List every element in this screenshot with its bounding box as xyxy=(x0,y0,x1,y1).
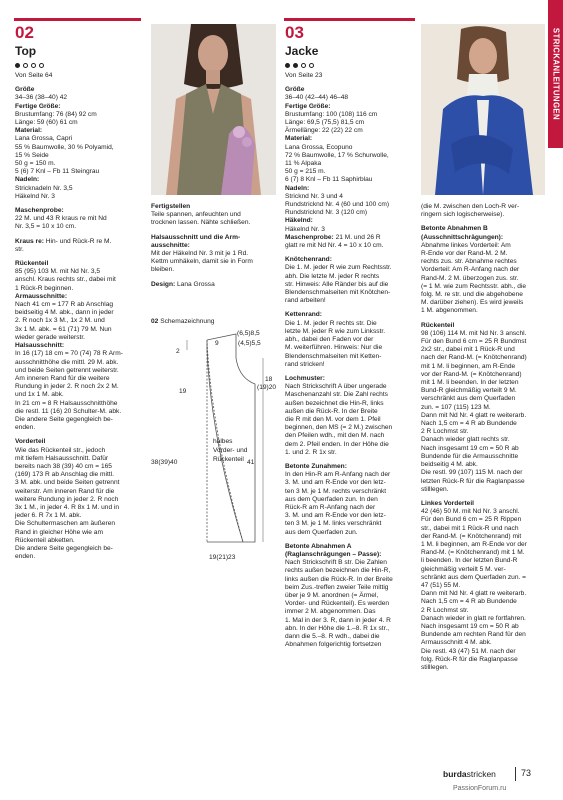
text-line: verschränkt aus dem Querfaden xyxy=(421,395,516,403)
text-line: Die 1. M. jeder R wie zum Rechtsstr. xyxy=(285,264,392,272)
text-line: str., dabei mit 1 Rück-R und nach xyxy=(421,524,519,532)
text-line: Danach wieder glatt rechts str. xyxy=(421,436,510,444)
text-line: stilllegen. xyxy=(421,663,449,671)
text-line: Nach Strickschrift B str. Die Zahlen xyxy=(285,559,387,567)
text-line: trocknen lassen. Nähte schließen. xyxy=(151,219,251,227)
text-line: 15 % Seide xyxy=(15,151,49,159)
text-line: Bundende am rechten Rand für den xyxy=(421,631,526,639)
text-line: links außen die Rück-R. In der Breite xyxy=(285,575,393,583)
text-line: Die andere Seite gegengleich be- xyxy=(15,415,113,423)
text-line: Länge: 69,5 (75,5) 81,5 cm xyxy=(285,119,365,127)
text-line: beidseitig 4 M. abk., dann in jeder xyxy=(15,309,114,317)
watermark: PassionForum.ru xyxy=(453,785,507,792)
brand-logo xyxy=(443,769,496,779)
text-line: Abnahmen folgerichtig fortsetzen xyxy=(285,641,382,649)
dim-shoulder: (4,5)5,5 xyxy=(238,340,261,347)
text-line: Die Schultermaschen am äußeren xyxy=(15,520,116,528)
text-line: Bund-R gleichmäßig verteilt 9 M. xyxy=(421,387,517,395)
text-line: Halsausschnitt und die Arm- xyxy=(151,233,241,241)
text-line: 3. M. und am R-Ende vor den letz- xyxy=(285,512,386,520)
label-vorder: Vorder- und xyxy=(213,447,248,454)
difficulty-rating xyxy=(285,63,413,68)
text-line: bleiben. xyxy=(151,266,175,274)
text-line: 1. und 2. R 1x str. xyxy=(285,448,337,456)
text-line: Die andere Seite gegengleich be- xyxy=(15,544,113,552)
text-line: Dann mit Nd Nr. 4 glatt re weiterarb. xyxy=(421,411,527,419)
dim-side-length: 41 xyxy=(247,459,255,466)
text-line: 11 % Alpaka xyxy=(285,160,322,168)
text-line: weitere Rundung in jeder 2. R noch xyxy=(15,495,119,503)
text-line: folg. Rück-R für die Raglanpasse xyxy=(421,655,518,663)
text-line: Nach 1,5 cm = 4 R ab Bundende xyxy=(421,598,517,606)
text-line: abn. In der Höhe die 1.–8. R 1x str., xyxy=(285,624,390,632)
top-finishing xyxy=(151,203,279,289)
text-line: In 16 (17) 18 cm = 70 (74) 78 R Arm- xyxy=(15,350,123,358)
text-line: 1. Mal in der 3. R, dann in jeder 4. R xyxy=(285,616,391,624)
text-line: Betonte Abnahmen B xyxy=(421,225,488,233)
text-line: 36–40 (42–44) 46–48 xyxy=(285,94,349,102)
difficulty-dot xyxy=(301,63,306,68)
text-line: glatt re mit Nd Nr. 4 = 10 x 10 cm. xyxy=(285,242,384,250)
text-line: (Raglanschrägungen – Passe): xyxy=(285,550,382,558)
text-line: 98 (106) 114 M. mit Nd Nr. 3 anschl. xyxy=(421,329,527,337)
text-line: vor der Rand-M. (= Knötchenrand) xyxy=(421,370,522,378)
text-line: Am inneren Rand für die weitere xyxy=(15,374,110,382)
text-line: außen bezeichnet die Hin-R, links xyxy=(285,399,384,407)
text-line: 2x2 str., dabei mit 1 Rück-R und xyxy=(421,346,515,354)
pattern-number: 03 xyxy=(285,23,304,42)
text-line: aus dem Querfaden zun. xyxy=(285,528,358,536)
text-line: 47 (51) 55 M. xyxy=(421,581,461,589)
text-line: Material: xyxy=(285,135,313,143)
finishing-instructions xyxy=(151,203,279,289)
text-line: rechts außen bezeichnen die Hin-R, xyxy=(285,567,391,575)
dim-shoulder-drop: 2 xyxy=(176,348,180,355)
text-line: Häkelnd: xyxy=(285,217,313,225)
text-line: die restl. 11 (16) 20 Schulter-M. abk. xyxy=(15,407,122,415)
text-line: 50 g = 150 m. xyxy=(15,160,56,168)
text-line: 2. R noch 1x 3 M., 1x 2 M. und xyxy=(15,317,105,325)
text-line: M. darüber ziehen). Es wird jeweils xyxy=(421,299,524,307)
text-line: Rückenteil xyxy=(15,260,49,268)
label-ruecken: Rückenteil xyxy=(213,456,244,463)
text-line: außen die Rück-R. In der Breite xyxy=(285,407,378,415)
text-line: Teile spannen, anfeuchten und xyxy=(151,211,241,219)
label-halbes: halbes xyxy=(213,438,233,445)
pattern-title: Jacke xyxy=(285,44,319,58)
text-line: Vorder- und Rückenteil). Es werden xyxy=(285,600,390,608)
text-line: schränkt aus dem Querfaden zun. = xyxy=(421,573,527,581)
text-line: Häkelnd Nr. 3 xyxy=(285,225,325,233)
text-line: den Pfeilen wdh., mit den M. nach xyxy=(285,432,385,440)
text-line: In den Hin-R am R-Anfang nach der xyxy=(285,471,391,479)
text-line: Betonte Abnahmen A xyxy=(285,542,352,550)
text-line: Lochmuster: xyxy=(285,374,325,382)
dim-neck-depth: 19 xyxy=(179,388,187,395)
text-line: 6 (7) 8 Knl – Fb 11 Saphirblau xyxy=(285,176,373,184)
dim-bottom-width: 19(21)23 xyxy=(209,554,236,561)
pattern-title: Top xyxy=(15,44,37,58)
jacke-model-photo xyxy=(421,24,545,195)
text-line: In 21 cm = 8 R Halsausschnitthöhe xyxy=(15,399,118,407)
text-line: Armausschnitte: xyxy=(15,292,68,300)
text-line: Stricknd Nr. 3 und 4 xyxy=(285,192,343,200)
text-line: Rundstricknd Nr. 3 (120 cm) xyxy=(285,209,368,217)
rule-top xyxy=(14,18,141,21)
schematic-caption-number: 02 xyxy=(151,318,159,325)
text-line: Kettenrand: xyxy=(285,311,322,319)
text-line: nach der Rand-M. (= Knötchenrand) xyxy=(421,354,527,362)
dim-length-total: 38(39)40 xyxy=(151,459,178,466)
text-line: gleichmäßig verteilt 5 M. ver- xyxy=(421,565,506,573)
text-line: 3 M. abk. und beide Seiten getrennt xyxy=(15,479,120,487)
text-line: str. Hinweis: Alle Ränder bis auf die xyxy=(285,280,389,288)
difficulty-dot xyxy=(31,63,36,68)
text-line: Stricknadeln Nr. 3,5 xyxy=(15,184,73,192)
text-line: jeder 6. R 7x 1 M. abk. xyxy=(15,512,82,520)
text-line: 1 M. abgenommen. xyxy=(421,307,478,315)
text-line: Größe xyxy=(285,86,305,94)
text-line: Blendenschmalseiten mit Ketten- xyxy=(285,352,382,360)
text-line: Ärmellänge: 22 (22) 22 cm xyxy=(285,127,363,135)
text-line: wieder gerade weiterstr. xyxy=(15,333,86,341)
text-line: Brustumfang: 76 (84) 92 cm xyxy=(15,110,97,118)
text-line: mit 1 M. li beenden. In der letzten xyxy=(421,379,519,387)
text-line: 2 R Lochmst str. xyxy=(421,606,469,614)
text-line: mit 1 M. li beginnen, am R-Ende xyxy=(421,362,516,370)
difficulty-dot xyxy=(15,63,20,68)
text-line: 85 (95) 103 M. mit Nd Nr. 3,5 xyxy=(15,268,101,276)
text-line: letzte M. jeder R wie zum Linksstr. xyxy=(285,327,386,335)
text-line: Bundende für die Armausschnitte xyxy=(421,452,519,460)
text-line: Abnahme linkes Vorderteil: Am xyxy=(421,241,511,249)
jacke-instructions-cont xyxy=(421,203,549,672)
text-line: ringern sich logischerweise). xyxy=(421,211,505,219)
text-line: Rand in gleicher Höhe wie am xyxy=(15,528,103,536)
schematic-caption-text: Schemazeichnung xyxy=(160,318,215,325)
text-line: Vorderteil: Am R-Anfang nach der xyxy=(421,266,520,274)
text-line: immer 2 M. abgenommen. Das xyxy=(285,608,376,616)
footer-divider xyxy=(515,767,516,781)
text-line: Rückenteil xyxy=(421,321,455,329)
difficulty-dot xyxy=(39,63,44,68)
difficulty-dot xyxy=(285,63,290,68)
text-line: Blendenschmalseiten mit Knötchen- xyxy=(285,289,391,297)
text-line: Die 1. M. jeder R rechts str. Die xyxy=(285,319,377,327)
text-line: Rundung in jeder 2. R noch 2x 2 M. xyxy=(15,383,119,391)
text-line: 72 % Baumwolle, 17 % Schurwolle, xyxy=(285,151,389,159)
jacke-instructions xyxy=(285,86,413,649)
schematic-caption xyxy=(151,318,279,326)
text-line: 1 Rück-R beginnen. xyxy=(15,284,74,292)
text-line: Die restl. 99 (107) 115 M. nach der xyxy=(421,469,523,477)
text-line: ten 3 M. je 1 M. links verschränkt xyxy=(285,520,382,528)
text-line: Nadeln: xyxy=(285,184,310,192)
text-line: 34–36 (38–40) 42 xyxy=(15,94,68,102)
section-tab-label: STRICKANLEITUNGEN xyxy=(551,27,560,121)
text-line: folg. M. re str. und die abgehobene xyxy=(421,291,523,299)
text-line: Dann mit Nd Nr. 4 glatt re weiterarb. xyxy=(421,590,527,598)
text-line: Lana Grossa, Ecopuno xyxy=(285,143,353,151)
text-line: Material: xyxy=(15,127,43,135)
text-line: Länge: 59 (60) 61 cm xyxy=(15,119,78,127)
text-line: Maschenprobe: xyxy=(15,207,64,215)
brand-rest: stricken xyxy=(466,769,496,779)
text-line: Design: Lana Grossa xyxy=(151,280,215,288)
text-line: li beenden. In der letzten Bund-R xyxy=(421,557,518,565)
text-line: Nr. 3,5 = 10 x 10 cm. xyxy=(15,223,77,231)
text-line: ten 3 M. je 1 M. rechts verschränkt xyxy=(285,487,387,495)
text-line: enden. xyxy=(15,424,36,432)
top-model-photo xyxy=(151,24,276,195)
text-line: 50 g = 215 m. xyxy=(285,168,326,176)
text-line: (Ausschnittschrägungen): xyxy=(421,233,504,241)
text-line: Kraus re: Hin- und Rück-R re M. xyxy=(15,237,112,245)
text-line: und beide Seiten getrennt weiterstr. xyxy=(15,366,119,374)
text-line: Wie das Rückenteil str., jedoch xyxy=(15,446,106,454)
text-line: abh. Die letzte M. jeder R rechts xyxy=(285,272,380,280)
text-line: über je 9 M. anordnen (= Ärmel, xyxy=(285,591,379,599)
text-line: dem 2. Pfeil enden. In der Höhe die xyxy=(285,440,389,448)
text-line: abh., dabei den Faden vor der xyxy=(285,336,374,344)
text-line: Mit der Häkelnd Nr. 3 mit je 1 Rd. xyxy=(151,250,249,258)
text-line: Betonte Zunahmen: xyxy=(285,462,347,470)
text-line: 2 R Lochmst str. xyxy=(421,428,469,436)
text-line: Linkes Vorderteil xyxy=(421,499,475,507)
top-instructions xyxy=(15,86,143,561)
difficulty-dot xyxy=(23,63,28,68)
text-line: Für den Bund 6 cm = 25 R Bundmst xyxy=(421,338,527,346)
jacke-column xyxy=(285,24,413,649)
text-line: enden. xyxy=(15,553,36,561)
section-tab xyxy=(548,0,563,148)
text-line: Nach insgesamt 19 cm = 50 R ab xyxy=(421,622,519,630)
text-line: Danach wieder in glatt re fortfahren. xyxy=(421,614,526,622)
text-line: Fertige Größe: xyxy=(15,102,61,110)
dim-top-width: (6,5)8,5 xyxy=(237,330,260,337)
text-line: Nach insgesamt 19 cm = 50 R ab xyxy=(421,444,519,452)
text-line: str. xyxy=(15,245,24,253)
text-line: 42 (46) 50 M. mit Nd Nr. 3 anschl. xyxy=(421,508,520,516)
text-line: zun. = 107 (115) 123 M. xyxy=(421,403,491,411)
text-line: 3x 1 M. abk. = 61 (71) 79 M. Nun xyxy=(15,325,112,333)
source-ref: Von Seite 23 xyxy=(285,72,323,79)
text-line: Armausschnitt 4 M. abk. xyxy=(421,639,492,647)
text-line: Vorderteil xyxy=(15,438,46,446)
text-line: Nach 1,5 cm = 4 R ab Bundende xyxy=(421,420,517,428)
text-line: und 1x 1 M. abk. xyxy=(15,391,64,399)
text-line: Häkelnd Nr. 3 xyxy=(15,192,55,200)
text-line: 55 % Baumwolle, 30 % Polyamid, xyxy=(15,143,114,151)
text-line: anschl. Kraus rechts str., dabei mit xyxy=(15,276,116,284)
text-line: Größe xyxy=(15,86,35,94)
difficulty-dot xyxy=(293,63,298,68)
text-line: 1 M. li beginnen, am R-Ende vor der xyxy=(421,540,527,548)
text-line: Für den Bund 6 cm = 25 R Rippen xyxy=(421,516,522,524)
text-line: Brustumfang: 100 (108) 116 cm xyxy=(285,110,378,118)
text-line: ausschnitte: xyxy=(151,241,190,249)
text-line: beidseitig 4 M. abk. xyxy=(421,461,478,469)
text-line: bereits nach 38 (39) 40 cm = 165 xyxy=(15,462,112,470)
text-line: beim Zus.-treffen zweier Teile mittig xyxy=(285,583,389,591)
text-line: rechts zus. str. Abnahme rechtes xyxy=(421,258,517,266)
difficulty-dot xyxy=(309,63,314,68)
dim-neck: 9 xyxy=(215,340,219,347)
text-line: weiterstr. Am inneren Rand für die xyxy=(15,487,115,495)
page-number: 73 xyxy=(521,768,532,778)
source-ref: Von Seite 64 xyxy=(15,72,53,79)
jacke-photo-illustration xyxy=(421,24,545,195)
top-column xyxy=(15,24,143,561)
text-line: Fertige Größe: xyxy=(285,102,331,110)
text-line: Rand-M. (= Knötchenrand) mit 1 M. xyxy=(421,549,525,557)
text-line: 3. M. und am R-Ende vor den letz- xyxy=(285,479,386,487)
brand-bold: burda xyxy=(443,769,467,779)
top-photo-illustration xyxy=(151,24,276,195)
text-line: Maschenanzahl str. Die Zahl rechts xyxy=(285,391,388,399)
text-line: (die M. zwischen den Loch-R ver- xyxy=(421,203,520,210)
text-line: (169) 173 R ab Anschlag die mittl. xyxy=(15,471,114,479)
text-line: Halsausschnitt: xyxy=(15,342,65,350)
text-line: Maschenprobe: 21 M. und 26 R xyxy=(285,233,381,241)
text-line: Rundstricknd Nr. 4 (60 und 100 cm) xyxy=(285,201,390,209)
text-line: Die restl. 43 (47) 51 M. nach der xyxy=(421,647,516,655)
schematic-block xyxy=(151,318,279,578)
text-line: ausschnitthöhe die mittl. 29 M. abk. xyxy=(15,358,119,366)
text-line: Rand-M. 2 M. überzogen zus. str. xyxy=(421,274,519,282)
text-line: beginnen, den MS (= 2 M.) zwischen xyxy=(285,424,393,432)
rule-jacke xyxy=(284,18,415,21)
text-line: dann die 5.–8. R wdh., dabei die xyxy=(285,633,380,640)
text-line: stilllegen. xyxy=(421,485,449,493)
dim-armhole-depth: 18 xyxy=(265,376,273,383)
jacke-column-2 xyxy=(421,203,549,672)
text-line: Knötchenrand: xyxy=(285,256,332,264)
text-line: die R mit den M. vor dem 1. Pfeil xyxy=(285,415,381,423)
text-line: Rückenteil abketten. xyxy=(15,536,75,544)
text-line: Fertigstellen xyxy=(151,203,191,210)
dim-armhole-depth-2: (19)20 xyxy=(257,384,277,391)
text-line: Nach 41 cm = 177 R ab Anschlag xyxy=(15,301,114,309)
text-line: aus dem Querfaden zun. In den xyxy=(285,495,378,503)
text-line: mit tiefem Halsausschnitt. Dafür xyxy=(15,454,109,462)
pattern-number: 02 xyxy=(15,23,34,42)
text-line: rand arbeiten! xyxy=(285,297,326,305)
text-line: Nach Strickschrift A über ungerade xyxy=(285,383,387,391)
text-line: R-Ende vor der Rand-M. 2 M. xyxy=(421,250,508,258)
text-line: (= 1 M. wie zum Rechtsstr. abh., die xyxy=(421,282,526,290)
text-line: rand stricken! xyxy=(285,360,325,368)
text-line: 3x 1 M., in jeder 4. R 8x 1 M. und in xyxy=(15,503,120,511)
text-line: 22 M. und 43 R kraus re mit Nd xyxy=(15,215,107,223)
text-line: Rück-R am R-Anfang nach der xyxy=(285,503,376,511)
text-line: Kettm umhäkeln, damit sie in Form xyxy=(151,258,253,266)
text-line: Lana Grossa, Capri xyxy=(15,135,73,143)
text-line: M. weiterführen. Hinweis: Nur die xyxy=(285,344,383,352)
text-line: der Rand-M. (= Knötchenrand) mit xyxy=(421,532,522,540)
text-line: 5 (6) 7 Knl – Fb 11 Steingrau xyxy=(15,168,100,176)
difficulty-rating xyxy=(15,63,143,68)
text-line: letzten Rück-R für die Raglanpasse xyxy=(421,477,525,485)
text-line: Nadeln: xyxy=(15,176,40,184)
